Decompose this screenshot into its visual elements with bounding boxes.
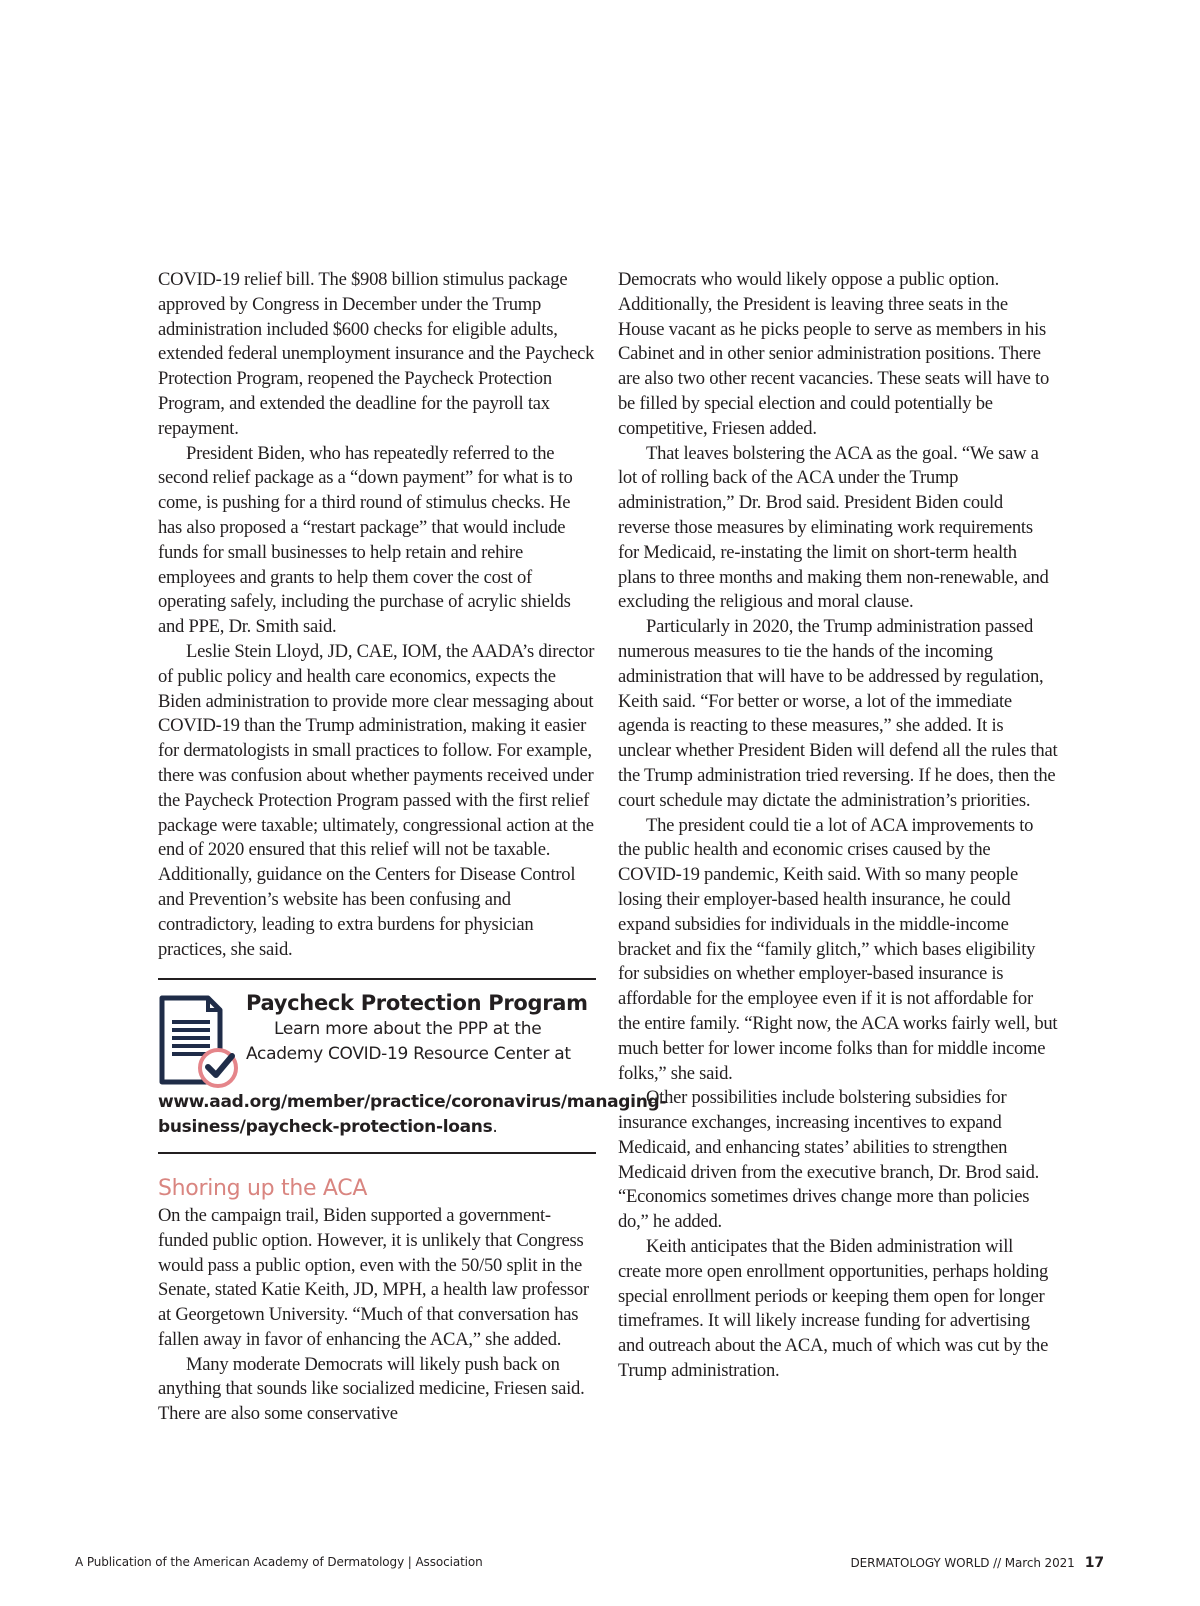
left-column [158,268,667,1427]
page-number: 17 [1084,1555,1104,1571]
paragraph: The president could tie a lot of ACA improvements to the public health and economic crises caused by the COVID-19 pandemic, Keith said. With so many people losing their employer-based health insurance, he could expand subsidies for individuals in the middle-income bracket and fix the “family glitch,” which bases eligibility for subsidies on whether employer-based insurance is affordable for the employee even if it is not affordable for the entire family. “Right now, the ACA works fairly well, but much better for lower income folks than for middle income folks,” she said. [618,814,1058,1084]
paragraph: Democrats who would likely oppose a public option. Additionally, the President is leaving three seats in the House vacant as he picks people to serve as members in his Cabinet and in other senior administration positions. There are also two other recent vacancies. These seats will have to be filled by special election and could potentially be competitive, Friesen added. [618,269,1049,439]
sidebar-link[interactable]: www.aad.org/member/practice/coronavirus/managing-business/paycheck-protection-loans [158,1092,667,1138]
section-subhead: Shoring up the ACA [158,1175,368,1201]
paragraph: On the campaign trail, Biden supported a government-funded public option. However, it is unlikely that Congress would pass a public option, even with the 50/50 split in the Senate, stated Katie Keith, JD, MPH, a health law professor at Georgetown University. “Much of that conversation has fallen away in favor of enhancing the ACA,” she added. [158,1204,589,1350]
sidebar-title: Paycheck Protection Program [246,991,588,1016]
footer-magazine: DERMATOLOGY WORLD // March 2021 [850,1556,1075,1570]
paragraph: Other possibilities include bolstering subsidies for insurance exchanges, increasing incentives to expand Medicaid, and enhancing states’ abilities to strengthen Medicaid driven from the executive branch, Dr. Brod said. “Economics sometimes drives change more than policies do,” he added. [618,1087,1040,1233]
paragraph: Many moderate Democrats will likely push back on anything that sounds like socialized medicine, Friesen said. There are also some conservative [158,1353,585,1425]
right-column [618,268,1058,1384]
sidebar-end: . [492,1117,498,1138]
paragraph: President Biden, who has repeatedly referred to the second relief package as a “down payment” for what is to come, is pushing for a third round of stimulus checks. He has also proposed a “restart package” that would include funds for small businesses to help retain and rehire employees and grants to help them cover the cost of operating safely, including the purchase of acrylic shields and PPE, Dr. Smith said. [158,442,573,638]
paragraph: Keith anticipates that the Biden administration will create more open enrollment opportunities, perhaps holding special enrollment periods or keeping them open for longer timeframes. It will likely increase funding for advertising and outreach about the ACA, much of which was cut by the Trump administration. [618,1236,1049,1382]
paragraph: COVID-19 relief bill. The $908 billion stimulus package approved by Congress in December under the Trump administration included $600 checks for eligible adults, extended federal unemployment insurance and the Paycheck Protection Program, reopened the Paycheck Protection Program, and extended the deadline for the payroll tax repayment. [158,269,595,439]
ppp-sidebar [158,978,667,1154]
sidebar-text: Learn more about the PPP at the Academy COVID-19 Resource Center at [246,1019,571,1065]
paragraph: Particularly in 2020, the Trump administration passed numerous measures to tie the hands of the incoming administration that will have to be addressed by regulation, Keith said. “For better or worse, a lot of the immediate agenda is reacting to these measures,” she added. It is unclear whether President Biden will defend all the rules that the Trump administration tried reversing. If he does, then the court schedule may dictate the administration’s priorities. [618,616,1058,811]
document-check-icon [158,994,240,1090]
paragraph: Leslie Stein Lloyd, JD, CAE, IOM, the AADA’s director of public policy and health care economics, expects the Biden administration to provide more clear messaging about COVID-19 than the Trump administration, making it easier for dermatologists in small practices to follow. For example, there was confusion about whether payments received under the Paycheck Protection Program passed with the first relief package were taxable; ultimately, congressional action at the end of 2020 ensured that this relief will not be taxable. Additionally, guidance on the Centers for Disease Control and Prevention’s website has been confusing and contradictory, leading to extra burdens for physician practices, she said. [158,640,595,960]
footer-issue [850,1555,1104,1571]
footer-publication: A Publication of the American Academy of Dermatology | Association [75,1555,483,1569]
paragraph: That leaves bolstering the ACA as the goal. “We saw a lot of rolling back of the ACA under the Trump administration,” Dr. Brod said. President Biden could reverse those measures by eliminating work requirements for Medicaid, re-instating the limit on short-term health plans to three months and making them non-renewable, and excluding the religious and moral clause. [618,442,1049,613]
